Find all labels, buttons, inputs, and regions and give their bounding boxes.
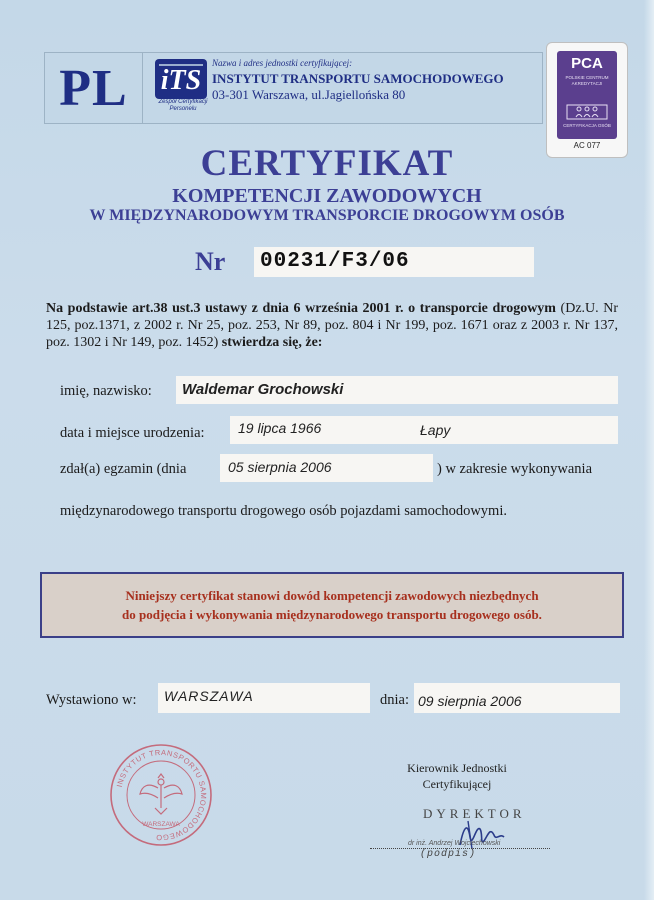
- legal-basis-closing: stwierdza się, że:: [221, 335, 323, 350]
- pca-label: CERTYFIKACJA OSÓB: [563, 123, 611, 128]
- document-subtitle: KOMPETENCJI ZAWODOWYCH: [172, 185, 482, 207]
- legal-basis: [46, 300, 618, 351]
- birth-label: data i miejsce urodzenia:: [60, 425, 205, 441]
- certificate-number: 00231/F3/06: [260, 250, 410, 273]
- signatory-role-line-1: Kierownik Jednostki: [407, 761, 507, 775]
- issued-place-value: WARSZAWA: [164, 688, 254, 704]
- svg-text:iTS: iTS: [160, 65, 202, 96]
- paper-edge: [644, 0, 654, 900]
- official-stamp: [108, 742, 214, 848]
- logo-caption: Zespół Certyfikacji Personelu: [158, 99, 208, 112]
- document-title: CERTYFIKAT: [200, 143, 454, 184]
- exam-date-field: [220, 454, 433, 482]
- issued-place-field: [158, 683, 370, 713]
- name-label: imię, nazwisko:: [60, 383, 152, 399]
- pca-subtitle: POLSKIE CENTRUM AKREDYTACJI: [565, 75, 609, 86]
- legal-basis-bold: Na podstawie art.38 ust.3 ustawy z dnia 6 września 2001 r. o transporcie drogowym: [46, 301, 556, 316]
- country-code: PL: [59, 59, 128, 117]
- exam-label: zdał(a) egzamin (dnia: [60, 461, 187, 477]
- signatory-role-line-2: Certyfikującej: [422, 777, 492, 791]
- notice-text: [42, 586, 622, 624]
- header-box: [44, 52, 543, 124]
- birth-field: [230, 416, 618, 444]
- name-value: Waldemar Grochowski: [182, 381, 344, 398]
- exam-suffix: ) w zakresie wykonywania: [437, 461, 593, 477]
- birth-place: Łapy: [420, 422, 451, 438]
- notice-box: [40, 572, 624, 638]
- signatory-printed-name: dr inż. Andrzej Wojciechowski: [408, 840, 501, 847]
- stamp-city: WARSZAWA: [142, 821, 180, 828]
- pca-title: PCA: [571, 55, 603, 72]
- notice-line-1: Niniejszy certyfikat stanowi dowód kompetencji zawodowych niezbędnych: [125, 588, 539, 603]
- birth-date: 19 lipca 1966: [238, 420, 322, 436]
- notice-line-2: do podjęcia i wykonywania międzynarodowego transportu drogowego osób.: [122, 607, 542, 622]
- issued-place-label: Wystawiono w:: [46, 692, 137, 708]
- eagle-icon: [140, 774, 182, 814]
- issued-date-label: dnia:: [380, 692, 409, 708]
- stamp-ring-text: INSTYTUT TRANSPORTU SAMOCHODOWEGO: [114, 747, 209, 843]
- pca-badge-panel: [557, 51, 617, 139]
- institute-address: 03-301 Warszawa, ul.Jagiellońska 80: [212, 87, 406, 102]
- people-icon: [557, 103, 617, 121]
- country-cell: [45, 53, 143, 123]
- pca-badge: [546, 42, 628, 158]
- institute-name: INSTYTUT TRANSPORTU SAMOCHODOWEGO: [212, 71, 504, 86]
- document-subtitle-2: W MIĘDZYNARODOWYM TRANSPORCIE DROGOWYM OSÓB: [89, 207, 565, 224]
- number-label: Nr: [195, 247, 226, 276]
- certificate-number-field: [254, 247, 534, 277]
- issued-date-value: 09 sierpnia 2006: [418, 693, 522, 709]
- pca-code: AC 077: [573, 141, 601, 150]
- legal-basis-text: (Dz.U. Nr 125, poz.1371, z 2002 r. Nr 25, poz. 253, Nr 89, poz. 804 i Nr 199, poz. 1671 oraz z 2003 r. Nr 137, poz. 1302 i Nr 149, poz. 1452): [46, 301, 618, 350]
- signature-caption: (podpis): [420, 849, 477, 860]
- name-field: [176, 376, 618, 404]
- signatory-role: [382, 760, 532, 792]
- exam-date: 05 sierpnia 2006: [228, 459, 332, 475]
- issued-date-field: [414, 683, 620, 713]
- signatory-title: DYREKTOR: [423, 806, 526, 821]
- institute-label: Nazwa i adres jednostki certyfikującej:: [212, 58, 353, 68]
- scope-text: międzynarodowego transportu drogowego osób pojazdami samochodowymi.: [60, 503, 507, 519]
